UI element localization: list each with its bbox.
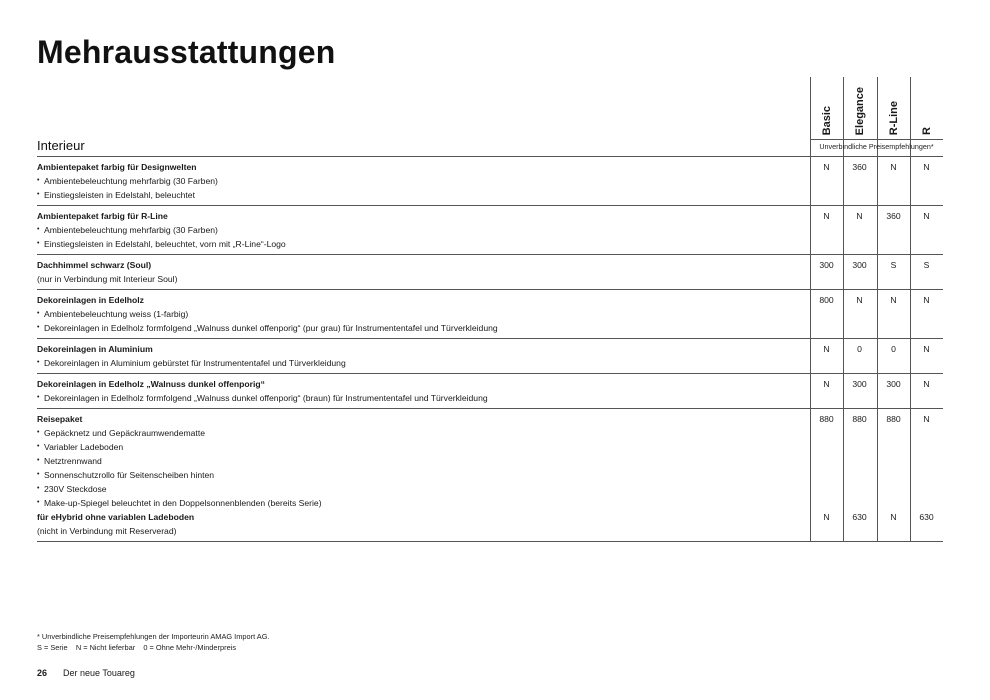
page-title: Mehrausstattungen [37, 34, 336, 70]
price-cell: N [823, 512, 830, 522]
option-note: (nur in Verbindung mit Interieur Soul) [37, 274, 178, 284]
option-name: Ambientepaket farbig für Designwelten [37, 162, 197, 172]
document-title: Der neue Touareg [63, 668, 135, 678]
option-feature: • Ambientebeleuchtung weiss (1-farbig) [37, 307, 188, 321]
price-cell: N [823, 162, 830, 172]
option-feature: • Ambientebeleuchtung mehrfarbig (30 Farben) [37, 174, 218, 188]
option-feature: • 230V Steckdose [37, 482, 107, 496]
price-cell: N [923, 414, 930, 424]
option-feature: • Dekoreinlagen in Edelholz formfolgend „Walnuss dunkel offenporig“ (pur grau) für Instrumententafel und Türverkleidung [37, 321, 498, 335]
option-feature: • Einstiegsleisten in Edelstahl, beleuchtet, vorn mit „R-Line“-Logo [37, 237, 286, 251]
option-note: (nicht in Verbindung mit Reserverad) [37, 526, 177, 536]
price-cell: S [890, 260, 897, 270]
option-name: Dachhimmel schwarz (Soul) [37, 260, 152, 270]
row-divider [37, 289, 943, 290]
price-cell: N [890, 512, 897, 522]
table-row [37, 160, 943, 202]
price-cell: N [923, 344, 930, 354]
row-divider [37, 205, 943, 206]
table-row [37, 209, 943, 251]
table-row [37, 342, 943, 370]
price-cell: N [923, 379, 930, 389]
header-divider [810, 139, 943, 140]
price-cell: N [823, 379, 830, 389]
price-cell: 880 [852, 414, 867, 424]
price-cell: N [823, 344, 830, 354]
option-feature: • Sonnenschutzrollo für Seitenscheiben hinten [37, 468, 214, 482]
price-cell: 300 [852, 379, 867, 389]
option-feature: • Netztrennwand [37, 454, 102, 468]
row-divider [37, 156, 943, 157]
option-feature: • Ambientebeleuchtung mehrfarbig (30 Farben) [37, 223, 218, 237]
price-cell: 800 [819, 295, 834, 305]
price-cell: 630 [852, 512, 867, 522]
option-name: Reisepaket [37, 414, 83, 424]
page-number: 26 [37, 668, 48, 678]
price-cell: 0 [857, 344, 862, 354]
price-cell: 300 [886, 379, 901, 389]
price-cell: N [856, 295, 863, 305]
row-divider [37, 541, 943, 542]
row-divider [37, 254, 943, 255]
price-note: Unverbindliche Preisempfehlungen* [819, 142, 934, 151]
price-cell: N [856, 211, 863, 221]
table-row [37, 412, 943, 538]
option-feature: • Gepäcknetz und Gepäckraumwendematte [37, 426, 205, 440]
column-header-r-line: R-Line [887, 100, 900, 135]
column-header-elegance: Elegance [853, 86, 866, 135]
option-feature: • Dekoreinlagen in Aluminium gebürstet für Instrumententafel und Türverkleidung [37, 356, 346, 370]
option-feature: • Variabler Ladeboden [37, 440, 123, 454]
price-cell: N [890, 295, 897, 305]
price-cell: 880 [819, 414, 834, 424]
option-feature: • Dekoreinlagen in Edelholz formfolgend „Walnuss dunkel offenporig“ (braun) für Instrumententafel und Türverkleidung [37, 391, 488, 405]
price-cell: 300 [819, 260, 834, 270]
section-title: Interieur [37, 138, 85, 153]
option-name: Dekoreinlagen in Edelholz [37, 295, 144, 305]
row-divider [37, 408, 943, 409]
row-divider [37, 338, 943, 339]
footnote-prices: * Unverbindliche Preisempfehlungen der Importeurin AMAG Import AG. [37, 632, 270, 641]
price-cell: N [923, 295, 930, 305]
price-cell: 300 [852, 260, 867, 270]
table-row [37, 377, 943, 405]
price-cell: S [923, 260, 930, 270]
option-feature: • Make-up-Spiegel beleuchtet in den Doppelsonnenblenden (bereits Serie) [37, 496, 322, 510]
option-name: für eHybrid ohne variablen Ladeboden [37, 512, 195, 522]
option-feature: • Einstiegsleisten in Edelstahl, beleuchtet [37, 188, 195, 202]
option-name: Ambientepaket farbig für R-Line [37, 211, 168, 221]
row-divider [37, 373, 943, 374]
price-cell: 360 [886, 211, 901, 221]
price-cell: 880 [886, 414, 901, 424]
price-cell: N [923, 162, 930, 172]
price-cell: N [923, 211, 930, 221]
option-name: Dekoreinlagen in Edelholz „Walnuss dunkel offenporig“ [37, 379, 265, 389]
price-cell: 360 [852, 162, 867, 172]
price-cell: 0 [891, 344, 896, 354]
option-name: Dekoreinlagen in Aluminium [37, 344, 153, 354]
price-cell: N [890, 162, 897, 172]
column-header-r: R [920, 127, 933, 135]
table-row [37, 258, 943, 286]
price-cell: N [823, 211, 830, 221]
table-row [37, 293, 943, 335]
footnote-legend: S = Serie N = Nicht lieferbar 0 = Ohne Mehr-/Minderpreis [37, 643, 237, 652]
column-header-basic: Basic [820, 105, 833, 135]
price-cell: 630 [919, 512, 934, 522]
